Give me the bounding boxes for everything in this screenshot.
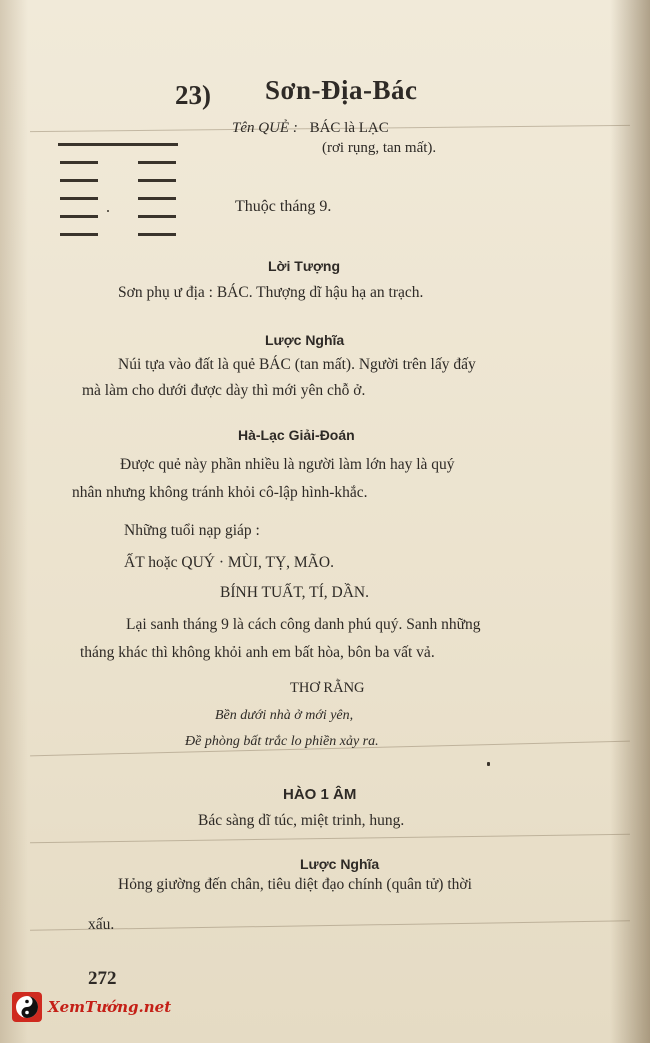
que-month: Thuộc tháng 9. [235, 198, 332, 215]
watermark-logo [12, 990, 182, 1032]
page-number: 272 [88, 968, 117, 989]
section-heading-loi-tuong: Lời Tượng [268, 258, 341, 274]
que-name-line [232, 120, 389, 137]
luoc-nghia-line: mà làm cho dưới được dày thì mới yên chỗ ở. [82, 382, 366, 399]
section-heading-ha-lac: Hà-Lạc Giải-Đoán [238, 427, 355, 443]
poem-verse: Bền dưới nhà ở mới yên, [215, 708, 354, 723]
section-heading-luoc-nghia: Lược Nghĩa [265, 332, 345, 348]
que-name: BÁC là LẠC [309, 120, 389, 136]
hexagram-line [58, 215, 180, 218]
loi-tuong-text: Sơn phụ ư địa : BÁC. Thượng dĩ hậu hạ an trạch. [118, 284, 424, 301]
hexagram-symbol [58, 143, 180, 238]
luoc-nghia-line: Núi tựa vào đất là quẻ BÁC (tan mất). Người trên lấy đấy [118, 356, 476, 373]
poem-heading: THƠ RẰNG [290, 680, 365, 696]
ha-lac-line: Được quẻ này phần nhiều là người làm lớn hay là quý [120, 456, 455, 473]
watermark-text: XemTướng.net [48, 998, 172, 1016]
ha-lac-line: nhân nhưng không tránh khỏi cô-lập hình-khắc. [72, 484, 368, 501]
section-heading-hao-1: HÀO 1 ÂM [283, 786, 357, 803]
page-crease [30, 920, 630, 930]
ink-speck [487, 762, 490, 766]
hao-1-text: Bác sàng dĩ túc, miệt trinh, hung. [198, 812, 405, 829]
page-crease [30, 834, 630, 843]
hexagram-line [58, 233, 180, 236]
page-title: Sơn-Địa-Bác [265, 75, 418, 105]
hexagram-line [58, 179, 180, 182]
hao-1-line: xấu. [88, 916, 115, 933]
ink-speck [107, 210, 109, 212]
que-meaning: (rơi rụng, tan mất). [322, 140, 437, 156]
section-heading-hao-1-luoc-nghia: Lược Nghĩa [300, 856, 380, 872]
ha-lac-line: Lại sanh tháng 9 là cách công danh phú quý. Sanh những [126, 616, 481, 633]
hexagram-line [58, 161, 180, 164]
hexagram-line [58, 143, 180, 146]
hao-1-line: Hỏng giường đến chân, tiêu diệt đạo chính (quân tử) thời [118, 876, 472, 893]
tuoi-label: Những tuổi nạp giáp : [124, 522, 260, 539]
tuoi-line: ẤT hoặc QUÝ · MÙI, TỴ, MÃO. [124, 554, 334, 571]
poem-verse: Đề phòng bất trắc lo phiền xảy ra. [185, 734, 379, 749]
que-label: Tên QUẺ : [232, 120, 298, 136]
chapter-number: 23) [175, 80, 211, 110]
tuoi-line: BÍNH TUẤT, TÍ, DẦN. [220, 584, 369, 601]
yin-yang-icon [12, 992, 42, 1022]
ha-lac-line: tháng khác thì không khỏi anh em bất hòa, bôn ba vất vả. [80, 644, 435, 661]
hexagram-line [58, 197, 180, 200]
